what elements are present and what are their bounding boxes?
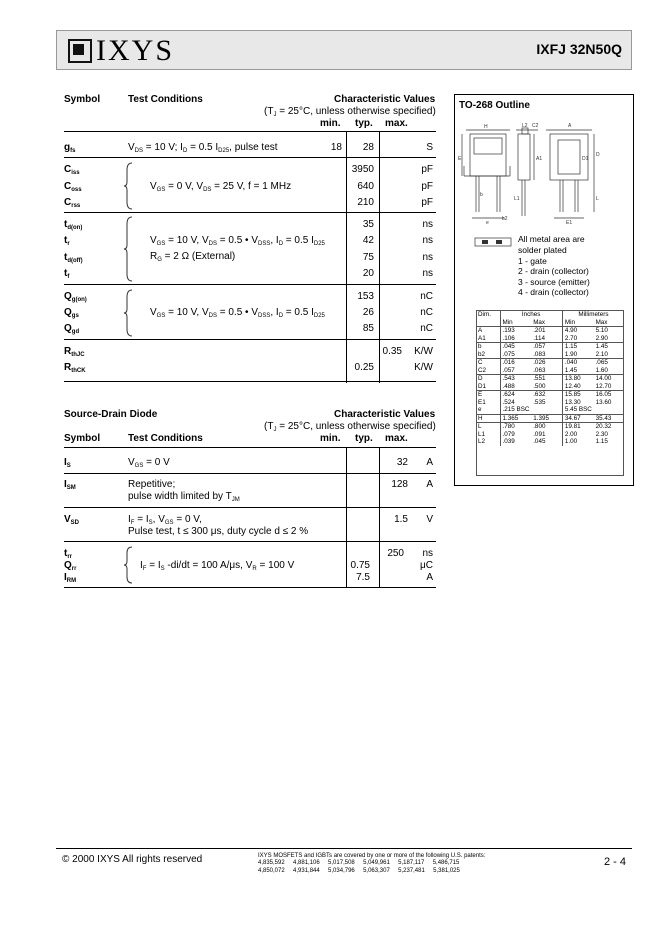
label-l1: L1 — [514, 196, 520, 202]
dim-value: 1.15 — [595, 438, 608, 445]
dim-value: .091 — [531, 431, 562, 439]
tr-unit: ns — [422, 235, 433, 246]
irm-unit: A — [426, 572, 433, 583]
qrr-typ: 0.75 — [350, 560, 370, 571]
logo-mark-icon — [68, 39, 92, 63]
dim-value: 4.90 — [562, 327, 593, 335]
qgd-unit: nC — [420, 323, 433, 334]
label-d1: D1 — [582, 156, 589, 162]
ism-unit: A — [426, 479, 433, 490]
rule — [64, 381, 436, 382]
brace-icon — [124, 162, 134, 210]
conditions-note: ($T_J = 25^\circ C$, unless otherwise specified) — [264, 106, 436, 118]
rule — [64, 587, 436, 588]
note-line-5: 3 - source (emitter) — [518, 277, 590, 287]
diode-col-typ: typ. — [355, 433, 373, 444]
sym-qgd: $Q_{gd}$ — [64, 323, 80, 335]
dim-value: 16.05 — [594, 391, 624, 399]
note-line-6: 4 - drain (collector) — [518, 287, 589, 297]
dim-value: 15.85 — [562, 391, 593, 399]
sym-crss: $C_{rss}$ — [64, 197, 81, 209]
dim-value: .632 — [531, 391, 562, 399]
footprint-icon — [474, 237, 512, 247]
part-number: IXFJ 32N50Q — [536, 41, 622, 57]
trr-max: 250 — [387, 548, 404, 559]
dim-symbol: D — [476, 375, 500, 383]
rule — [64, 131, 436, 132]
sym-tdon: $t_{d(on)}$ — [64, 219, 83, 231]
dim-value: .079 — [502, 430, 515, 438]
sym-qg: $Q_{g(on)}$ — [64, 291, 87, 303]
dim-value: 2.00 — [564, 430, 578, 438]
sym-ciss: $C_{iss}$ — [64, 164, 80, 176]
qgs-unit: nC — [420, 307, 433, 318]
dim-value: .106 — [502, 334, 515, 342]
cond-gate: $V_{GS} = 10$ V, $V_{DS} = 0.5$ • $V_{DSS}$, $I_D = 0.5$ $I_{D25}$ — [150, 307, 325, 319]
dim-value: 1.45 — [594, 343, 624, 351]
dim-value: 35.43 — [594, 414, 624, 423]
note-line-4: 2 - drain (collector) — [518, 266, 589, 276]
ism-max: 128 — [391, 479, 408, 490]
rthck-unit: K/W — [414, 362, 433, 373]
diode-col-symbol: Symbol — [64, 433, 101, 444]
rule — [64, 507, 436, 508]
dim-value: 13.80 — [562, 375, 593, 383]
tdon-typ: 35 — [362, 219, 374, 230]
dim-value: 5.10 — [594, 327, 624, 335]
dim-value: 2.70 — [564, 334, 578, 342]
dim-value: 19.81 — [562, 423, 593, 431]
dim-value: .535 — [531, 399, 562, 407]
sym-trr: $t_{rr}$ — [64, 548, 73, 560]
patent-list-1: 4,835,592 4,881,106 5,017,508 5,049,961 5,187,117 5,486,715 — [258, 860, 460, 866]
dim-value: 1.45 — [564, 366, 578, 374]
col-symbol: Symbol — [64, 94, 101, 105]
logo-text: IXYS — [96, 34, 175, 67]
sym-tf: $t_f$ — [64, 268, 70, 280]
diode-conditions-note: ($T_J = 25^\circ C$, unless otherwise specified) — [264, 421, 436, 433]
dimension-table-frame — [476, 310, 624, 476]
gfs-typ: 28 — [362, 142, 374, 153]
rule — [64, 157, 436, 158]
qg-typ: 153 — [357, 291, 374, 302]
dim-symbol: H — [476, 414, 500, 423]
diode-col-max: max. — [385, 433, 408, 444]
coss-unit: pF — [421, 181, 433, 192]
dim-value: 1.90 — [564, 350, 578, 358]
dim-symbol: E1 — [476, 399, 500, 407]
col-typ: typ. — [355, 118, 373, 129]
dim-value: .026 — [531, 359, 562, 367]
dim-value: .201 — [531, 327, 562, 335]
vsd-unit: V — [426, 514, 433, 525]
sym-ism: $I_{SM}$ — [64, 479, 76, 491]
dim-value: .065 — [594, 359, 624, 367]
trr-unit: ns — [422, 548, 433, 559]
sym-rthjc: $R_{thJC}$ — [64, 346, 85, 358]
tdon-unit: ns — [422, 219, 433, 230]
dim-symbol: b — [476, 343, 500, 351]
patent-list-2: 4,850,072 4,931,844 5,034,796 5,063,307 5,237,481 5,381,025 — [258, 868, 460, 874]
dim-header: Dim. — [476, 311, 500, 319]
dim-value: .040 — [562, 359, 593, 367]
ciss-typ: 3950 — [351, 164, 374, 175]
sym-qrr: $Q_{rr}$ — [64, 560, 77, 572]
dim-symbol: L1 — [476, 431, 500, 439]
label-c2: C2 — [532, 123, 539, 129]
brace-icon — [124, 216, 134, 282]
dim-value: .215 BSC — [500, 406, 562, 414]
inch-max-header: Max — [531, 319, 562, 327]
rule — [64, 447, 436, 448]
dim-symbol: D1 — [476, 383, 500, 391]
dim-value: 12.70 — [595, 382, 612, 390]
tdoff-typ: 75 — [362, 252, 374, 263]
cond-recovery: $I_F = I_S$ -di/dt = 100 A/μs, $V_R = 100$ V — [140, 560, 295, 572]
sym-is: $I_S$ — [64, 457, 71, 469]
cond-switch-1: $V_{GS} = 10$ V, $V_{DS} = 0.5$ • $V_{DSS}$, $I_D = 0.5$ $I_{D25}$ — [150, 235, 325, 247]
dim-value: .551 — [531, 375, 562, 383]
mm-min-header: Min — [564, 318, 576, 326]
label-e1: E1 — [566, 220, 573, 226]
footer-rule — [56, 848, 632, 849]
qgs-typ: 26 — [362, 307, 374, 318]
dim-value: 2.90 — [595, 334, 608, 342]
rthjc-unit: K/W — [414, 346, 433, 357]
dim-value: 1.395 — [531, 414, 562, 423]
label-l: L — [596, 196, 599, 202]
tdoff-unit: ns — [422, 252, 433, 263]
dim-symbol: C2 — [476, 367, 500, 375]
dim-value: .780 — [500, 423, 531, 431]
label-l2: L2 — [522, 123, 528, 129]
cond-is: $V_{GS} = 0$ V — [128, 457, 170, 469]
cond-ism-1: Repetitive; — [128, 479, 176, 490]
dim-value: .488 — [502, 382, 515, 390]
dim-value: .039 — [502, 438, 515, 445]
rule — [64, 339, 436, 340]
sym-gfs: $g_{fs}$ — [64, 142, 76, 154]
dim-value: 20.32 — [594, 423, 624, 431]
label-a: A — [568, 123, 572, 129]
patent-note: IXYS MOSFETS and IGBTs are covered by one or more of the following U.S. patents: — [258, 853, 486, 859]
dim-value: .063 — [531, 367, 562, 375]
label-e-small: e — [486, 220, 489, 226]
label-h: H — [484, 124, 488, 130]
sym-coss: $C_{oss}$ — [64, 181, 82, 193]
dim-value: 13.60 — [595, 398, 612, 406]
gfs-unit: S — [426, 142, 433, 153]
dim-value: 2.10 — [595, 350, 608, 358]
rule — [64, 284, 436, 285]
dim-value: 1.365 — [500, 414, 531, 423]
is-max: 32 — [396, 457, 408, 468]
note-line-1: All metal area are — [518, 234, 585, 244]
dim-symbol: e — [476, 406, 500, 414]
dim-value: .624 — [500, 391, 531, 399]
dim-value: .057 — [531, 343, 562, 351]
brace-icon — [124, 546, 134, 584]
tf-typ: 20 — [362, 268, 374, 279]
sym-irm: $I_{RM}$ — [64, 572, 77, 584]
label-b2: b2 — [502, 216, 508, 222]
cond-caps: $V_{GS} = 0$ V, $V_{DS} = 25$ V, f = 1 MHz — [150, 181, 292, 193]
coss-typ: 640 — [357, 181, 374, 192]
diode-col-test: Test Conditions — [128, 433, 203, 444]
page-number: 2 - 4 — [604, 856, 627, 868]
cond-gfs: $V_{DS} = 10$ V; $I_D = 0.5$ $I_{D25}$, pulse test — [128, 142, 278, 154]
dim-value: .045 — [500, 343, 531, 351]
mm-max-header: Max — [595, 318, 608, 326]
vsd-max: 1.5 — [394, 514, 408, 525]
dim-value: 1.15 — [562, 343, 593, 351]
tf-unit: ns — [422, 268, 433, 279]
dim-symbol: L2 — [476, 438, 500, 446]
qrr-unit: μC — [420, 560, 433, 571]
dim-value: .016 — [500, 359, 531, 367]
cond-vsd-1: $I_F = I_S$, $V_{GS} = 0$ V, — [128, 514, 202, 526]
diode-col-min: min. — [320, 433, 341, 444]
dim-value: 5.45 BSC — [564, 406, 592, 413]
sym-qgs: $Q_{gs}$ — [64, 307, 79, 319]
col-test-conditions: Test Conditions — [128, 94, 203, 105]
dim-value: .114 — [531, 335, 562, 343]
dim-value: .083 — [531, 351, 562, 359]
rule — [64, 473, 436, 474]
dim-value: .057 — [502, 366, 515, 374]
dim-symbol: L — [476, 423, 500, 431]
cond-vsd-2: Pulse test, t ≤ 300 μs, duty cycle d ≤ 2 % — [128, 526, 309, 537]
cond-switch-2: $R_G = 2$ Ω (External) — [150, 251, 236, 263]
sym-tdoff: $t_{d(off)}$ — [64, 252, 83, 264]
qg-unit: nC — [420, 291, 433, 302]
rule — [64, 212, 436, 213]
cond-ism-2: pulse width limited by $T_{JM}$ — [128, 491, 240, 503]
dim-value: .543 — [500, 375, 531, 383]
dim-value: 1.60 — [595, 366, 608, 374]
outline-title: TO-268 Outline — [459, 100, 530, 111]
label-d: D — [596, 152, 600, 158]
package-drawing-icon — [458, 120, 630, 230]
dim-value: 14.00 — [594, 375, 624, 383]
mm-header: Millimeters — [562, 311, 624, 319]
note-line-3: 1 - gate — [518, 256, 547, 266]
col-min: min. — [320, 118, 341, 129]
rthck-typ: 0.25 — [354, 362, 374, 373]
dim-value: 12.40 — [564, 382, 581, 390]
dim-symbol: b2 — [476, 351, 500, 359]
dim-value: .193 — [500, 327, 531, 335]
note-line-2: solder plated — [518, 245, 567, 255]
copyright: © 2000 IXYS All rights reserved — [62, 854, 203, 865]
dim-value: .800 — [531, 423, 562, 431]
rthjc-max: 0.35 — [382, 346, 402, 357]
ixys-logo — [68, 36, 174, 66]
sym-rthck: $R_{thCK}$ — [64, 362, 86, 374]
dim-value: 34.67 — [562, 414, 593, 423]
dim-value: .524 — [502, 398, 515, 406]
rule — [64, 541, 436, 542]
dim-symbol: C — [476, 359, 500, 367]
diode-col-characteristic-values: Characteristic Values — [334, 409, 436, 420]
inch-min-header: Min — [502, 318, 513, 326]
dim-symbol: E — [476, 391, 500, 399]
dim-value: 2.30 — [595, 430, 608, 438]
sym-tr: $t_r$ — [64, 235, 70, 247]
irm-typ: 7.5 — [356, 572, 370, 583]
inches-header: Inches — [500, 311, 562, 319]
qgd-typ: 85 — [362, 323, 374, 334]
sym-vsd: $V_{SD}$ — [64, 514, 80, 526]
diode-section-title: Source-Drain Diode — [64, 409, 158, 420]
dim-value: .045 — [531, 438, 562, 446]
label-a1: A1 — [536, 156, 543, 162]
dim-symbol: A1 — [476, 335, 500, 343]
dim-value: .500 — [531, 383, 562, 391]
dim-symbol: A — [476, 327, 500, 335]
is-unit: A — [426, 457, 433, 468]
tr-typ: 42 — [362, 235, 374, 246]
dim-value: 1.00 — [564, 438, 578, 445]
dim-value: .075 — [502, 350, 515, 358]
col-max: max. — [385, 118, 408, 129]
col-characteristic-values: Characteristic Values — [334, 94, 436, 105]
label-b: b — [480, 192, 483, 198]
label-e: E — [458, 156, 462, 162]
gfs-min: 18 — [330, 142, 342, 153]
ciss-unit: pF — [421, 164, 433, 175]
crss-typ: 210 — [357, 197, 374, 208]
dim-value: 13.30 — [564, 398, 581, 406]
brace-icon — [124, 289, 134, 337]
crss-unit: pF — [421, 197, 433, 208]
